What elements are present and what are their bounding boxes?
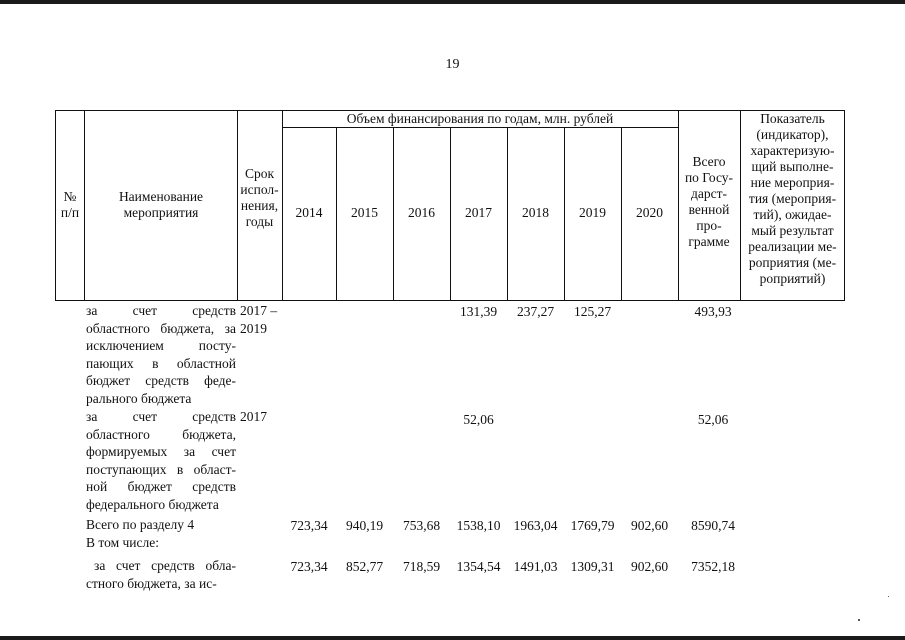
row-value: 902,60 xyxy=(630,518,669,533)
row-value: 1309,31 xyxy=(570,559,615,574)
row-value: 125,27 xyxy=(573,304,612,319)
scan-top-edge xyxy=(0,0,905,4)
header-total-column: Всего по Госу- дарст- венной про- грамме xyxy=(684,154,734,249)
header-year: 2018 xyxy=(522,205,549,220)
header-year: 2020 xyxy=(636,205,663,220)
row-value: 852,77 xyxy=(345,559,384,574)
row-value: 1769,79 xyxy=(570,518,615,533)
page-number: 19 xyxy=(445,57,460,72)
row-value: 1538,10 xyxy=(456,518,501,533)
row-value: 1963,04 xyxy=(513,518,558,533)
header-year: 2016 xyxy=(408,205,435,220)
row-name: за счет средств областного бюджета, формируемых за счет поступающих в област- ной бюджет средств федерального бюджета xyxy=(86,409,236,512)
header-term-column: Срок испол- нения, годы xyxy=(240,166,279,229)
header-funding-group: Объем финансирования по годам, млн. рублей xyxy=(346,111,614,126)
scan-bottom-edge xyxy=(0,636,905,640)
row-value: 723,34 xyxy=(290,518,328,533)
row-total: 8590,74 xyxy=(691,518,735,533)
row-value: 52,06 xyxy=(463,412,494,427)
header-year: 2019 xyxy=(579,205,606,220)
scan-speck xyxy=(858,619,860,621)
row-value: 237,27 xyxy=(516,304,555,319)
row-total: 52,06 xyxy=(697,412,729,427)
row-value: 902,60 xyxy=(630,559,669,574)
row-name: за счет средств обла- стного бюджета, за ис- xyxy=(86,558,236,591)
row-term: 2017 – 2019 xyxy=(240,303,278,336)
row-term: 2017 xyxy=(240,409,267,424)
scan-speck xyxy=(888,596,889,597)
row-name: за счет средств областного бюджета, за исключением посту- пающих в областной бюджет средств феде- рального бюджета xyxy=(86,303,236,406)
header-indicator-column: Показатель (индикатор), характеризую- щий выполне- ние мероприя- тия (мероприя- тий), ожидае- мый результат реализации ме- роприятия (ме- роприятий) xyxy=(748,111,837,286)
row-value: 1354,54 xyxy=(456,559,501,574)
row-total: 7352,18 xyxy=(691,559,735,574)
row-value: 940,19 xyxy=(345,518,384,533)
row-value: 718,59 xyxy=(402,559,441,574)
row-value: 1491,03 xyxy=(513,559,558,574)
row-name: Всего по разделу 4 В том числе: xyxy=(86,517,195,550)
row-total: 493,93 xyxy=(694,304,732,319)
row-value: 131,39 xyxy=(459,304,498,319)
header-number-column: № п/п xyxy=(60,189,80,220)
header-year: 2015 xyxy=(351,205,378,220)
header-year: 2017 xyxy=(465,205,492,220)
header-name-column: Наименование мероприятия xyxy=(118,189,204,220)
row-value: 753,68 xyxy=(402,518,441,533)
row-value: 723,34 xyxy=(290,559,328,574)
header-year: 2014 xyxy=(295,205,323,220)
